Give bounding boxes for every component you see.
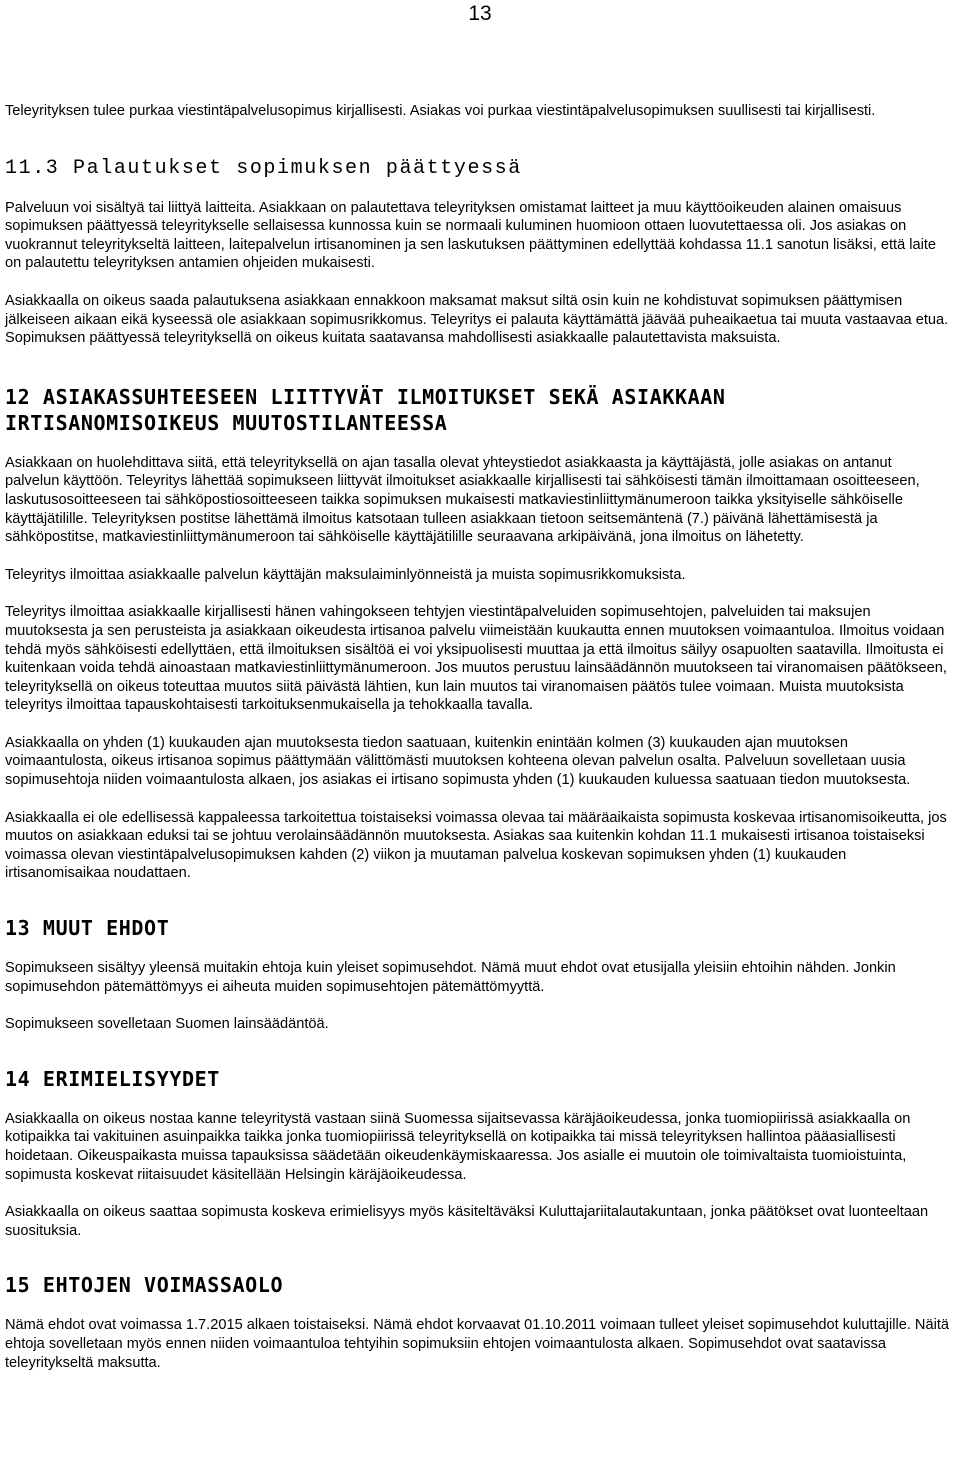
section-12-paragraph-5: Asiakkaalla ei ole edellisessä kappaleessa tarkoitettua toistaiseksi voimassa olevaa tai määräaikaista sopimusta koskevaa irtisanomisoikeutta, jos muutos on asiakkaan eduksi tai se johtuu verolainsäädännön muutoksesta. Asiakas saa kuitenkin kohdan 11.1 mukaisesti irtisanoa toistaiseksi voimassa olevan viestintäpalvelusopimuksen kahden (2) viikon ja muutaman palvelua koskevan sopimuksen yhden (1) kuukauden irtisanomisaikaa noudattaen.: [5, 809, 947, 882]
section-12-heading: 12 ASIAKASSUHTEESEEN LIITTYVÄT ILMOITUKSET SEKÄ ASIAKKAAN IRTISANOMISOIKEUS MUUTOSTILANTEESSA: [5, 384, 726, 435]
document-body: [5, 102, 949, 1391]
page-number: 13: [468, 2, 492, 25]
section-15-heading: 15 EHTOJEN VOIMASSAOLO: [5, 1273, 284, 1298]
section-11-3-heading: 11.3 Palautukset sopimuksen päättyessä: [5, 156, 522, 180]
section-14-paragraph-1: Asiakkaalla on oikeus nostaa kanne teleyritystä vastaan siinä Suomessa sijaitsevassa käräjäoikeudessa, jonka tuomiopiirissä asiakkaalla on kotipaikka tai vakituinen asuinpaikka taikka jonka tuomiopiirissä teleyrityksellä on kotipaikka tai missä teleyrityksen hallintoa pääasiallisesti hoidetaan. Oikeuspaikasta muissa tapauksissa säädetään oikeudenkäymiskaaressa. Jos asialle ei muutoin ole toimivaltaista tuomioistuinta, sopimusta koskevat riitaisuudet käsitellään Helsingin käräjäoikeudessa.: [5, 1110, 911, 1183]
section-11-3-paragraph-2: Asiakkaalla on oikeus saada palautuksena asiakkaan ennakkoon maksamat maksut siltä osin kuin ne kohdistuvat sopimuksen päättymisen jälkeiseen aikaan eikä kyseessä ole asiakkaan sopimusrikkomus. Teleyritys ei palauta käyttämättä jäävää puheaikaetua tai muuta vastaavaa etua. Sopimuksen päättyessä teleyrityksellä on oikeus kuitata saatavansa mahdollisesti asiakkaalle palautettavista maksuista.: [5, 292, 949, 347]
section-13-paragraph-1: Sopimukseen sisältyy yleensä muitakin ehtoja kuin yleiset sopimusehdot. Nämä muut ehdot ovat etusijalla yleisiin ehtoihin nähden. Jonkin sopimusehdon pätemättömyys ei aiheuta muiden sopimusehtojen pätemättömyyttä.: [5, 960, 896, 995]
section-15-paragraph-1: Nämä ehdot ovat voimassa 1.7.2015 alkaen toistaiseksi. Nämä ehdot korvaavat 01.10.2011 voimaan tulleet yleiset sopimusehdot kuluttajille. Näitä ehtoja sovelletaan myös ennen niiden voimaantuloa tehtyihin sopimuksiin ehtojen voimaantulosta alkaen. Sopimusehdot ovat saatavissa teleyritykseltä maksutta.: [5, 1317, 949, 1371]
section-14-paragraph-2: Asiakkaalla on oikeus saattaa sopimusta koskeva erimielisyys myös käsiteltäväksi Kuluttajariitalautakuntaan, jonka päätökset ovat luonteeltaan suosituksia.: [5, 1204, 929, 1239]
intro-paragraph: Teleyrityksen tulee purkaa viestintäpalvelusopimus kirjallisesti. Asiakas voi purkaa viestintäpalvelusopimuksen suullisesti tai kirjallisesti.: [5, 103, 876, 119]
section-13-paragraph-2: Sopimukseen sovelletaan Suomen lainsäädäntöä.: [5, 1016, 329, 1033]
section-12-paragraph-1: Asiakkaan on huolehdittava siitä, että teleyrityksellä on ajan tasalla olevat yhteystiedot asiakkaasta ja käyttäjästä, jolle asiakas on antanut palvelun käyttöön. Teleyritys lähettää sopimukseen liittyvät ilmoitukset asiakkaalle kirjallisesti tai sähköisesti tämän ilmoittamaan osoitteeseen, laskutusosoitteeseen tai sähköpostiosoitteeseen taikka sopimuksen mukaisesti matkaviestinliittymänumeroon taikka yksityiselle sähköiselle käyttäjätilille. Teleyrityksen postitse lähettämä ilmoitus katsotaan tulleen asiakkaan tietoon seitsemäntenä (7.) päivänä lähettämisestä ja sähköpostitse, matkaviestinliittymänumeroon tai sähköiselle käyttäjätilille seuraavana arkipäivänä, jona ilmoitus on lähetetty.: [5, 454, 920, 546]
section-12-paragraph-2: Teleyritys ilmoittaa asiakkaalle palvelun käyttäjän maksulaiminlyönneistä ja muista sopimusrikkomuksista.: [5, 566, 686, 583]
section-11-3-paragraph-1: Palveluun voi sisältyä tai liittyä laitteita. Asiakkaan on palautettava teleyrityksen omistamat laitteet ja muu käyttöoikeuden alainen omaisuus sopimuksen päättyessä teleyritykselle sellaisessa kunnossa kuin se normaali kuluminen huomioon ottaen luovutettaessa oli. Jos asiakas on vuokrannut teleyritykseltä laitteen, laitepalvelun irtisanominen ja sen laskutuksen päättyminen edellyttää kohdassa 11.1 sanotun lisäksi, että laite on palautettu teleyrityksen antamien ohjeiden mukaisesti.: [5, 199, 937, 272]
section-12-paragraph-4: Asiakkaalla on yhden (1) kuukauden ajan muutoksesta tiedon saatuaan, kuitenkin enintään kolmen (3) kuukauden ajan muutoksen voimaantulosta, oikeus irtisanoa sopimus päättymään välittömästi muutoksen kohteena olevan palvelun osalta. Palveluun sovelletaan uusia sopimusehtoja niiden voimaantulosta alkaen, jos asiakas ei irtisano sopimusta yhden (1) kuukauden kuluessa saatuaan tiedon muutoksesta.: [5, 734, 911, 789]
section-13-heading: 13 MUUT EHDOT: [5, 916, 170, 941]
section-14-heading: 14 ERIMIELISYYDET: [5, 1066, 220, 1091]
section-12-paragraph-3: Teleyritys ilmoittaa asiakkaalle kirjallisesti hänen vahingokseen tehtyjen viestintäpalveluiden sopimusehtojen, palveluiden tai maksujen muutoksesta ja sen perusteista ja asiakkaan oikeudesta irtisanoa palvelu viimeistään kuukautta ennen muutoksen voimaantuloa. Ilmoitus voidaan tehdä myös sähköisesti edellyttäen, että ilmoituksen sisältöä ei voi yksipuolisesti muuttaa ja että ilmoitus säilyy osapuolten saatavilla. Ilmoitusta ei kuitenkaan voida tehdä ainoastaan matkaviestinliittymänumeroon. Jos muutos perustuu lainsäädännön muutokseen tai viranomaisen päätökseen, teleyrityksellä on oikeus toteuttaa muutos siitä päivästä lähtien, kun lain muutos tai viranomaisen päätös tulee voimaan. Muista muutoksista teleyritys ilmoittaa tapauskohtaisesti tarkoituksenmukaisella ja tehokkaalla tavalla.: [5, 604, 947, 714]
